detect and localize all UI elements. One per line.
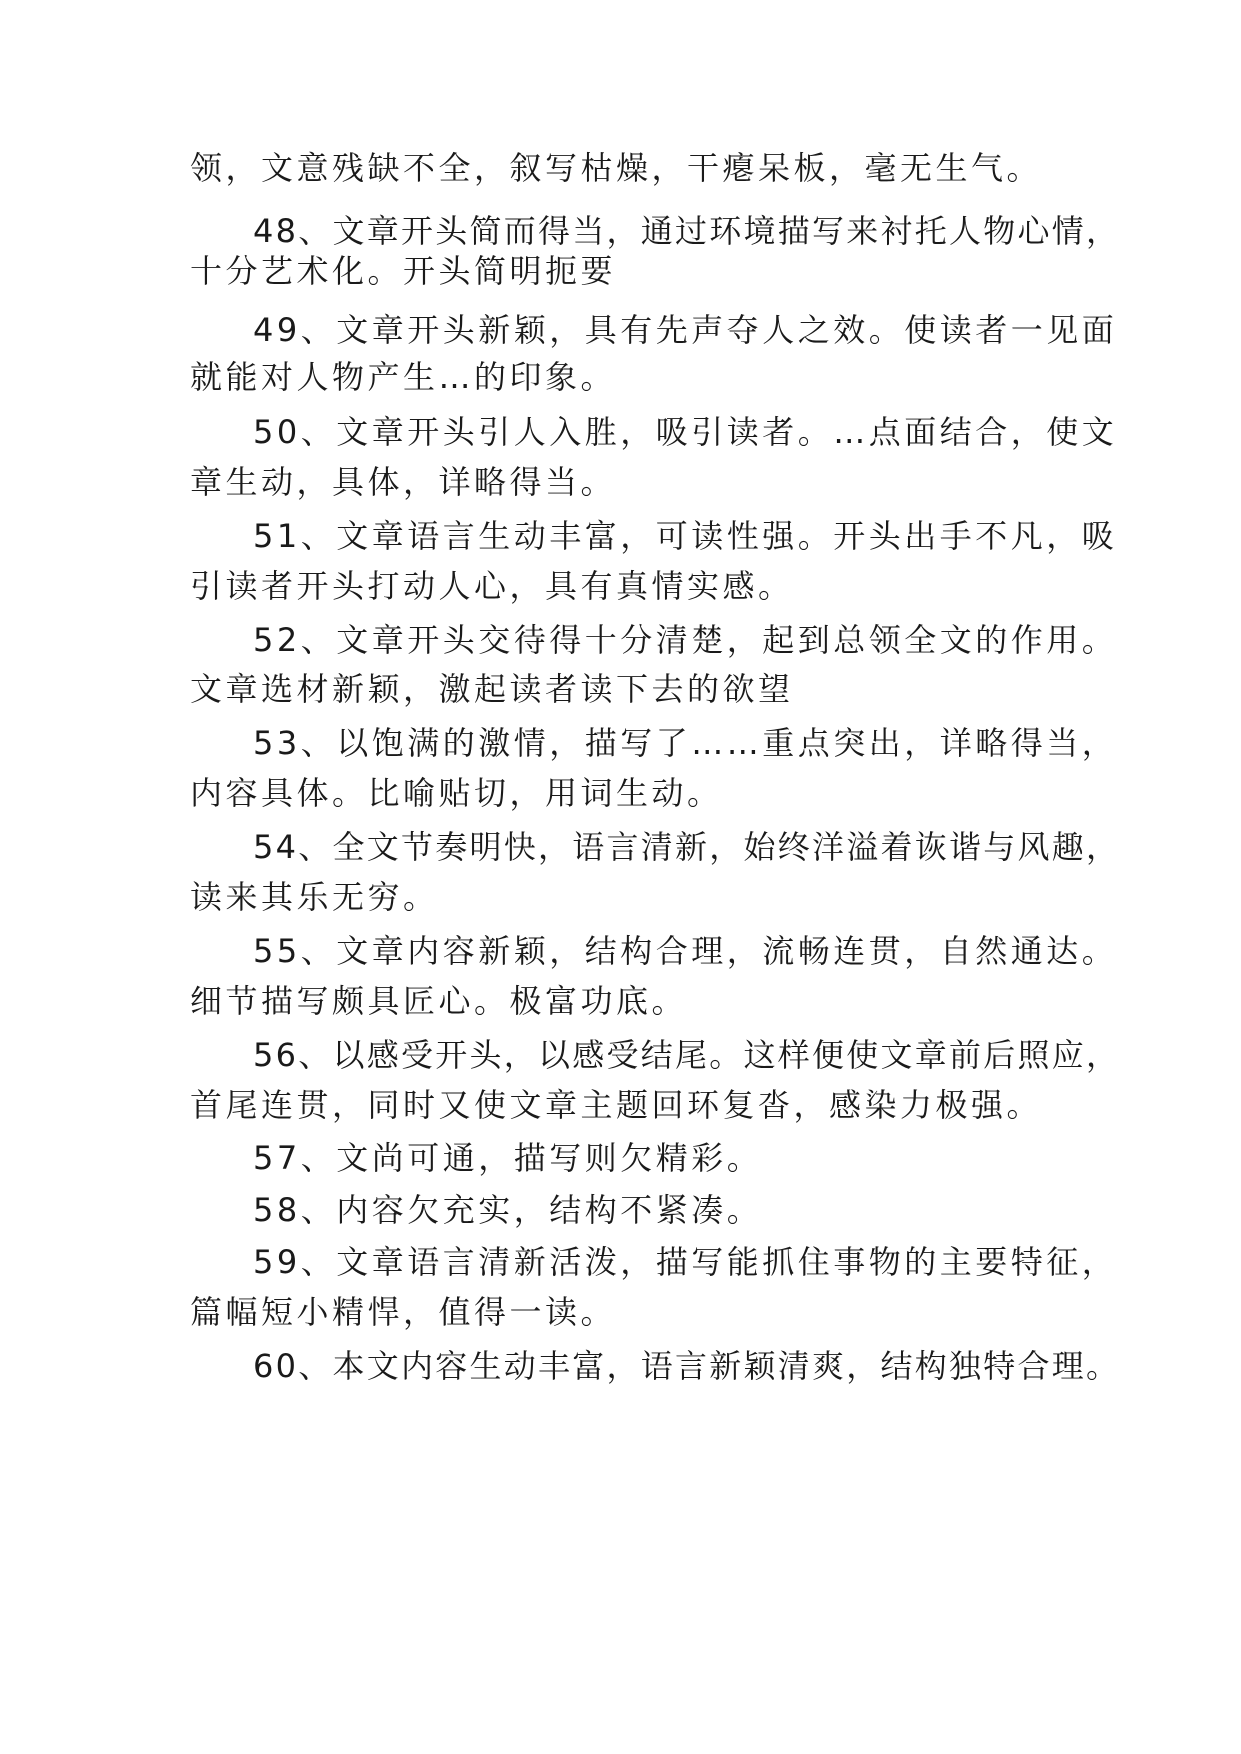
text-line: 48、文章开头简而得当，通过环境描写来衬托人物心情， — [253, 212, 1121, 250]
text-line: 读来其乐无穷。 — [190, 878, 439, 916]
text-line: 就能对人物产生…的印象。 — [190, 358, 617, 396]
text-line: 52、文章开头交待得十分清楚，起到总领全文的作用。 — [253, 621, 1118, 659]
text-line: 内容具体。比喻贴切，用词生动。 — [190, 774, 723, 812]
text-line: 53、以饱满的激情，描写了……重点突出，详略得当， — [253, 724, 1118, 762]
text-line: 57、文尚可通，描写则欠精彩。 — [253, 1139, 763, 1177]
text-line: 细节描写颇具匠心。极富功底。 — [190, 982, 688, 1020]
text-line: 49、文章开头新颖，具有先声夺人之效。使读者一见面 — [253, 311, 1118, 349]
text-line: 引读者开头打动人心，具有真情实感。 — [190, 567, 794, 605]
text-line: 51、文章语言生动丰富，可读性强。开头出手不凡，吸 — [253, 517, 1118, 555]
text-line: 55、文章内容新颖，结构合理，流畅连贯，自然通达。 — [253, 932, 1118, 970]
text-line: 章生动，具体，详略得当。 — [190, 463, 617, 501]
text-line: 58、内容欠充实，结构不紧凑。 — [253, 1191, 763, 1229]
text-line: 50、文章开头引人入胜，吸引读者。…点面结合，使文 — [253, 413, 1118, 451]
text-line: 60、本文内容生动丰富，语言新颖清爽，结构独特合理。 — [253, 1347, 1121, 1385]
text-line: 领，文意残缺不全，叙写枯燥，干瘪呆板，毫无生气。 — [190, 149, 1043, 187]
text-line: 首尾连贯，同时又使文章主题回环复沓，感染力极强。 — [190, 1086, 1043, 1124]
text-line: 文章选材新颖，激起读者读下去的欲望 — [190, 670, 794, 708]
text-line: 篇幅短小精悍，值得一读。 — [190, 1293, 617, 1331]
text-line: 59、文章语言清新活泼，描写能抓住事物的主要特征， — [253, 1243, 1118, 1281]
text-line: 56、以感受开头，以感受结尾。这样便使文章前后照应， — [253, 1036, 1121, 1074]
text-line: 十分艺术化。开头简明扼要 — [190, 252, 617, 290]
text-line: 54、全文节奏明快，语言清新，始终洋溢着诙谐与风趣， — [253, 828, 1121, 866]
